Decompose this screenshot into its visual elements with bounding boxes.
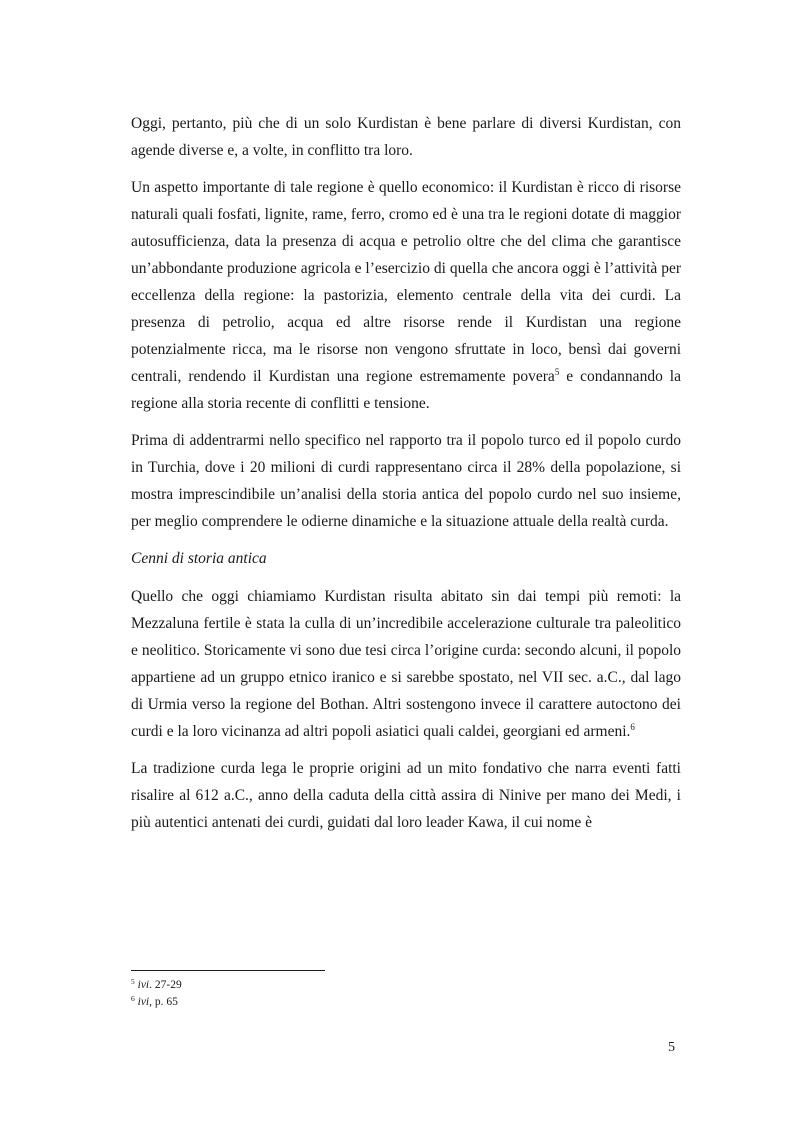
footnote-source: ivi [137,979,150,991]
paragraph-text-continued: e condannando la regione alla storia recente di conflitti e tensione. [131,368,681,412]
footnote-detail: , p. 65 [149,996,178,1008]
paragraph-text: Oggi, pertanto, più che di un solo Kurdistan è bene parlare di diversi Kurdistan, con agende diverse e, a volte, in conflitto tra loro. [131,115,681,159]
footnote-source: ivi [137,996,150,1008]
paragraph-text: Un aspetto importante di tale regione è quello economico: il Kurdistan è ricco di risorse naturali quali fosfati, lignite, rame, ferro, cromo ed è una tra le regioni dotate di maggior autosufficienza, data la presenza di acqua e petrolio oltre che del clima che garantisce un’abbondante produzione agricola e l’esercizio di quella che ancora oggi è l’attività per eccellenza della regione: la pastorizia, elemento centrale della vita dei curdi. La presenza di petrolio, acqua ed altre risorse rende il Kurdistan una regione potenzialmente ricca, ma le risorse non vengono sfruttate in loco, bensì dai governi centrali, rendendo il Kurdistan una regione estremamente povera [131,179,681,385]
paragraph-origini-curde [131,583,681,745]
footnote-ref-5[interactable]: 5 [554,367,560,377]
page-number: 5 [668,1040,675,1055]
paragraph-kurdistan-agende [131,110,681,164]
section-heading: Cenni di storia antica [131,550,267,567]
footnote-number: 6 [131,994,135,1003]
footnotes [131,977,531,1011]
paragraph-rapporto-turco-curdo [131,427,681,535]
footnote-detail: . 27-29 [149,979,182,991]
page-body [131,110,681,846]
paragraph-text: Quello che oggi chiamiamo Kurdistan risulta abitato sin dai tempi più remoti: la Mezzaluna fertile è stata la culla di un’incredibile accelerazione culturale tra paleolitico e neolitico. Storicamente vi sono due tesi circa l’origine curda: secondo alcuni, il popolo appartiene ad un gruppo etnico iranico e si sarebbe spostato, nel VII sec. a.C., dal lago di Urmia verso la regione del Bothan. Altri sostengono invece il carattere autoctono dei curdi e la loro vicinanza ad altri popoli asiatici quali caldei, georgiani ed armeni. [131,588,681,740]
footnote-separator [131,970,325,971]
footnote-ref-6[interactable]: 6 [630,722,635,732]
paragraph-mito-fondativo [131,755,681,836]
footnote-6 [131,994,531,1011]
paragraph-text: La tradizione curda lega le proprie origini ad un mito fondativo che narra eventi fatti risalire al 612 a.C., anno della caduta della città assira di Ninive per mano dei Medi, i più autentici antenati dei curdi, guidati dal loro leader Kawa, il cui nome è [131,760,681,831]
footnote-number: 5 [131,977,135,986]
paragraph-aspetto-economico [131,174,681,417]
paragraph-text: Prima di addentrarmi nello specifico nel rapporto tra il popolo turco ed il popolo curdo in Turchia, dove i 20 milioni di curdi rappresentano circa il 28% della popolazione, si mostra imprescindibile un’analisi della storia antica del popolo curdo nel suo insieme, per meglio comprendere le odierne dinamiche e la situazione attuale della realtà curda. [131,432,681,530]
footnote-5 [131,977,531,994]
